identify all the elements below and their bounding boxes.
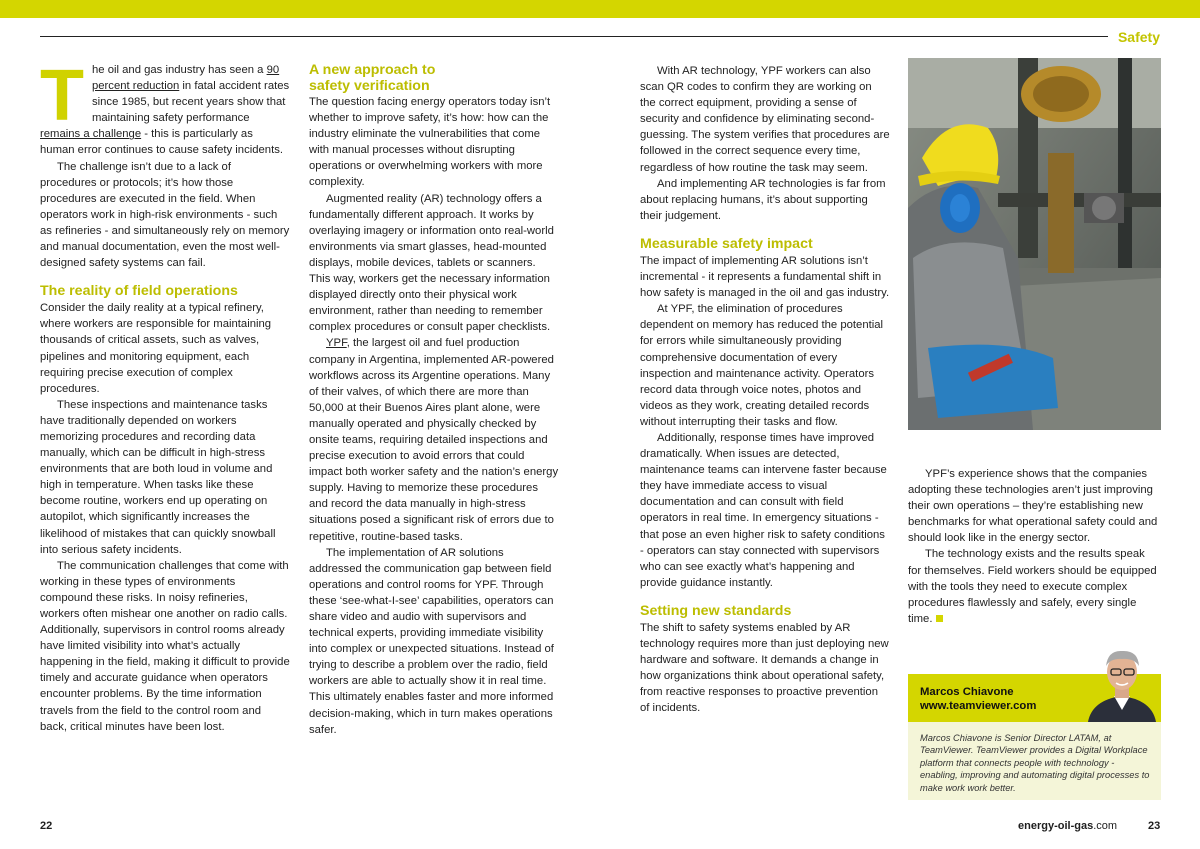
subheading-standards: Setting new standards — [640, 602, 792, 619]
author-website-link[interactable]: www.teamviewer.com — [920, 700, 1037, 712]
photo-illustration — [908, 58, 1161, 430]
paragraph-conclusion: The technology exists and the results speak for themselves. Field workers should be equipped with the tools they need to execute complex procedures flawlessly and safely, every single time. — [908, 548, 1157, 625]
column-2 — [309, 62, 559, 738]
paragraph: The impact of implementing AR solutions isn’t incremental - it represents a fundamental shift in how safety is managed in the oil and gas industry. — [640, 254, 890, 300]
paragraph: Augmented reality (AR) technology offers a fundamentally different approach. It works by overlaying imagery or information onto real-world environments via smart glasses, head-mounted displays, mobile devices, tablets or scanners. This way, workers get the necessary information displayed directly onto their physical work environment, rather than needing to remember complex procedures or consult paper checklists. — [309, 192, 554, 334]
paragraph: The challenge isn’t due to a lack of procedures or protocols; it’s how those procedures are executed in the field. When operators work in high-risk environments - such as refineries - and simultaneously rely on memory and manual documentation, even the most well-designed safety systems can fail. — [40, 160, 290, 270]
author-name: Marcos Chiavone — [920, 686, 1014, 698]
section-label: Safety — [1117, 29, 1160, 45]
column-4 — [908, 466, 1161, 627]
paragraph: The communication challenges that come with working in these types of environments compound these risks. In noisy refineries, workers often mishear one another on radio calls. Additionally, supervisors in control rooms already have limited visibility into what’s actually happening in the field, making it difficult to provide timely and accurate guidance when operators encounter problems. By the time information travels from the field to the control room and back, critical minutes have been lost. — [40, 559, 290, 733]
end-mark — [936, 615, 943, 622]
paragraph: The implementation of AR solutions addressed the communication gap between field operations and control rooms for YPF. Through these ‘see-what-I-see’ capabilities, operators can share video and audio with supervisors and technical experts, providing immediate visibility into complex or unexpected situations. Instead of trying to describe a problem over the radio, field workers are able to actually show it in real time. This ultimately enables faster and more informed decision-making, which in turn makes operations safer. — [309, 546, 554, 736]
subheading-approach: A new approach to safety verification — [309, 62, 436, 94]
paragraph: YPF, the largest oil and fuel production company in Argentina, implemented AR-powered workflows across its Argentine operations. Many of their valves, of which there are more than 50,000 at their Buenos Aires plant alone, were manually operated and physically checked by onsite teams, requiring detailed inspections and precise execution to avoid errors that could impact both worker safety and the nation’s energy supply. Having to memorize these procedures and record the data manually in high-stress situations posed a significant risk of errors due to repetitive, routine-based tasks. — [309, 337, 559, 543]
author-bio-box — [908, 674, 1161, 800]
page-number-left: 22 — [40, 820, 53, 832]
intro-paragraph: The oil and gas industry has seen a 90 percent reduction in fatal accident rates since 1985, but recent years show that maintaining safety performance remains a challenge - this is particularly as human error continues to cause safety incidents. — [40, 56, 290, 157]
author-avatar — [1084, 640, 1160, 722]
paragraph: With AR technology, YPF workers can also scan QR codes to confirm they are working on the correct equipment, providing a sense of security and confidence by eliminating second-guessing. The system verifies that procedures are followed in the correct sequence every time, regardless of how routine the task may seem. — [640, 65, 890, 174]
paragraph: And implementing AR technologies is far from about replacing humans, it’s about supporting their judgement. — [640, 177, 886, 222]
column-1 — [40, 56, 290, 735]
paragraph: At YPF, the elimination of procedures dependent on memory has reduced the potential for errors while simultaneously providing comprehensive documentation of every inspection and maintenance activity. Operators record data through voice notes, photos and videos as they work, creating detailed records without interrupting their tasks and flow. — [640, 303, 884, 428]
paragraph: The question facing energy operators today isn’t whether to improve safety, it’s how: how can the industry eliminate the vulnerabilities that come with manual processes without disrupting operations or overwhelming workers with more complexity. — [309, 96, 551, 189]
author-bio-text: Marcos Chiavone is Senior Director LATAM, at TeamViewer. TeamViewer provides a Digital Workplace platform that connects people with technology - enabling, improving and automating digital processes to make work work better. — [920, 733, 1150, 793]
paragraph: Additionally, response times have improved dramatically. When issues are detected, maintenance teams can intervene faster because they have immediate access to visual documentation and can consult with field operators in real time. In emergency situations - that pose an even higher risk to safety conditions - operators can stay connected with supervisors who can see exactly what’s happening and provide guidance instantly. — [640, 431, 887, 589]
subheading-reality: The reality of field operations — [40, 283, 238, 300]
link-90-percent[interactable]: 90 percent reduction — [91, 64, 280, 93]
subheading-measurable: Measurable safety impact — [640, 235, 813, 252]
link-ypf[interactable]: YPF — [326, 337, 347, 350]
site-url: energy-oil-gas.com — [1018, 820, 1118, 832]
header-rule — [40, 36, 1108, 37]
paragraph: These inspections and maintenance tasks have traditionally depended on workers memorizing procedures and recording data manually, which can be difficult in high-stress environments that are both loud in volume and high in temperature. When tasks like these become routine, workers end up operating on autopilot, which significantly increases the likelihood of mistakes that can quickly snowball into serious safety incidents. — [40, 398, 276, 556]
drop-cap: T — [40, 56, 84, 136]
page-number-right: 23 — [1148, 820, 1161, 832]
paragraph: The shift to safety systems enabled by AR technology requires more than just deploying new hardware and software. It demands a change in how organizations think about operational safety, from reactive responses to proactive prevention of incidents. — [640, 621, 889, 715]
paragraph: Consider the daily reality at a typical refinery, where workers are responsible for maintaining thousands of critical assets, such as valves, pipelines and monitoring equipment, each requiring precise execution of complex procedures. — [40, 302, 272, 395]
column-3 — [640, 63, 890, 716]
paragraph: YPF’s experience shows that the companies adopting these technologies aren’t just improving their own operations – they’re establishing new benchmarks for what operational safety could and should look like in the energy sector. — [908, 468, 1158, 545]
link-remains-challenge[interactable]: remains a challenge — [40, 128, 142, 141]
top-accent-bar — [0, 0, 1200, 18]
refinery-worker-photo — [908, 58, 1161, 430]
